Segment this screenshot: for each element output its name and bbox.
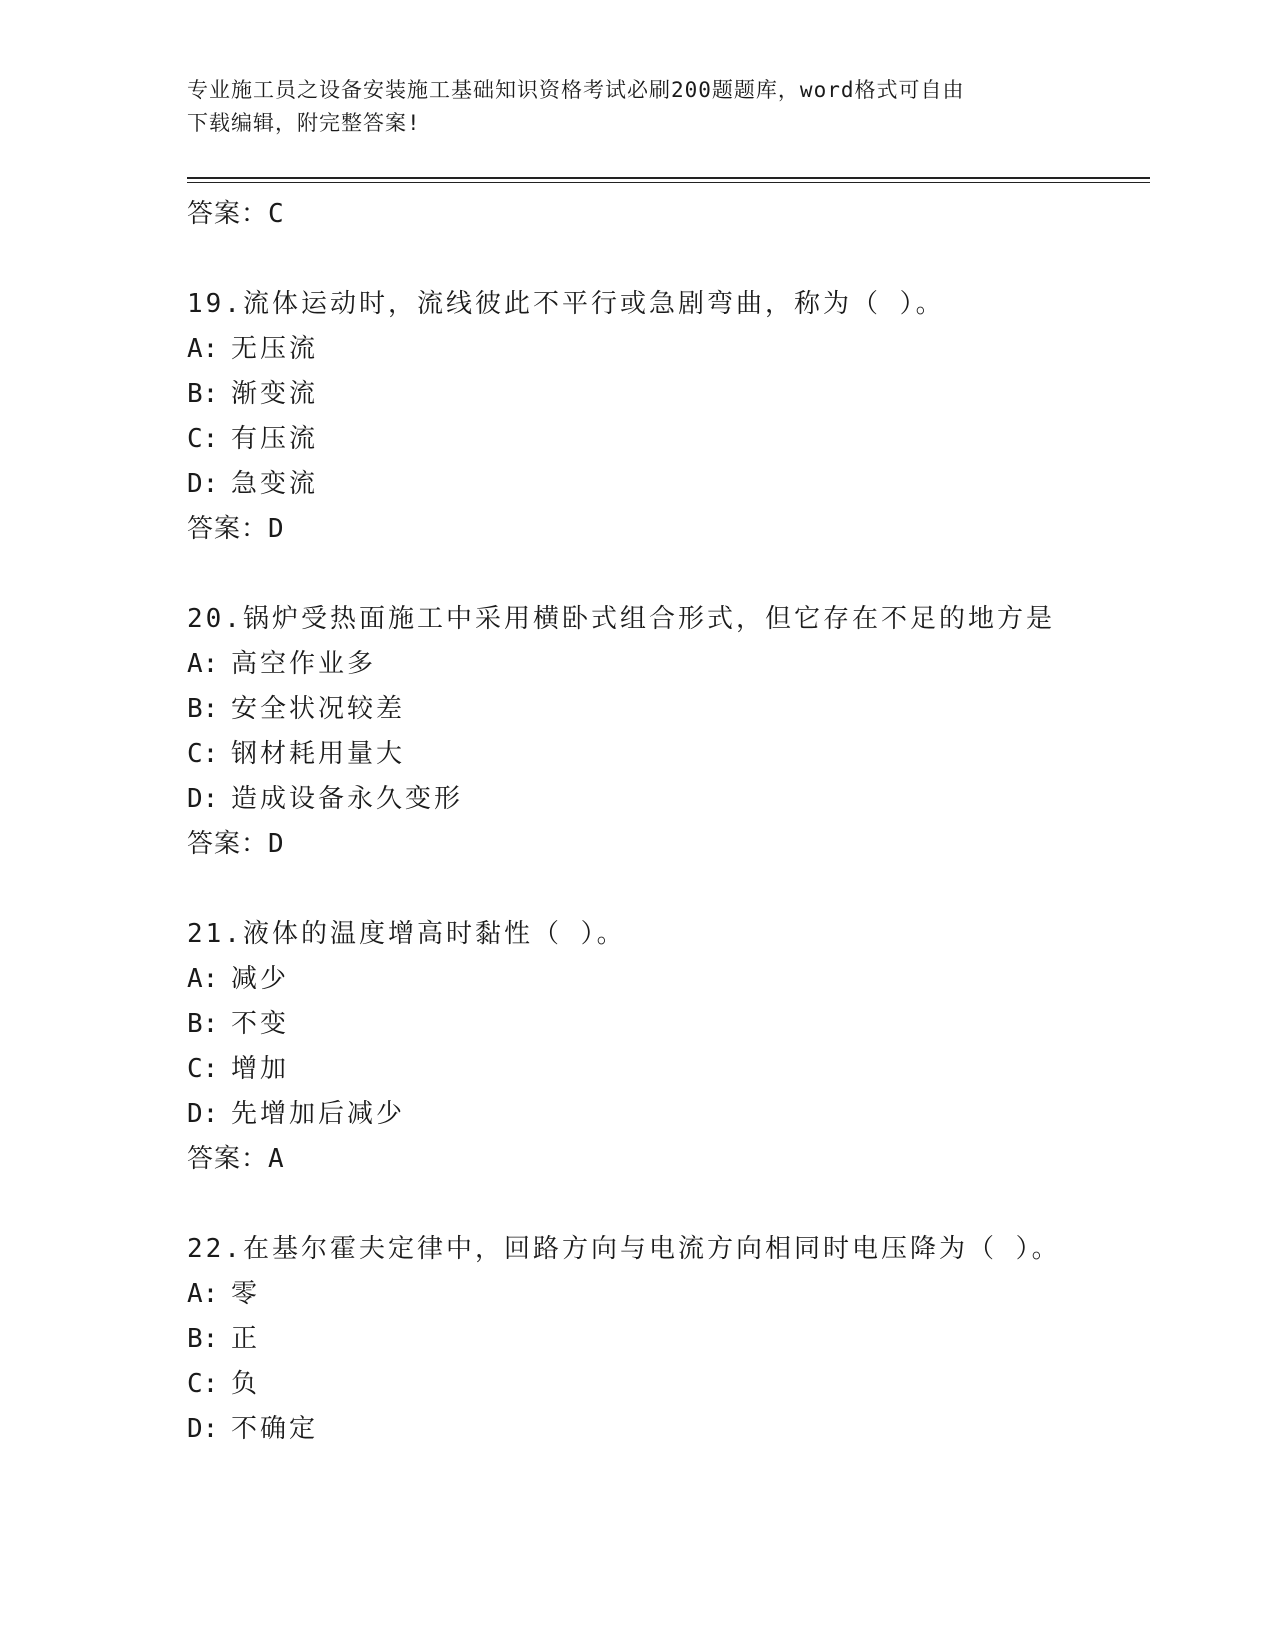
option-d xyxy=(187,777,1150,822)
option-text: 不变 xyxy=(231,1009,290,1039)
answer-line xyxy=(187,507,1150,552)
option-b xyxy=(187,1317,1150,1362)
option-key: A: xyxy=(187,1279,219,1309)
option-key: D: xyxy=(187,1414,219,1444)
answer-value: D xyxy=(268,514,285,544)
option-text: 钢材耗用量大 xyxy=(231,739,406,769)
option-b xyxy=(187,1002,1150,1047)
answer-line xyxy=(187,822,1150,867)
option-key: C: xyxy=(187,1369,219,1399)
question-block xyxy=(187,597,1150,867)
spacer xyxy=(187,867,1150,912)
answer-label: 答案： xyxy=(187,1144,269,1174)
option-text: 增加 xyxy=(231,1054,290,1084)
question-stem: 19.流体运动时，流线彼此不平行或急剧弯曲，称为（ ）。 xyxy=(187,289,945,319)
question-stem: 21.液体的温度增高时黏性（ ）。 xyxy=(187,919,626,949)
option-text: 负 xyxy=(231,1369,261,1399)
question-list xyxy=(187,192,1150,1452)
option-key: B: xyxy=(187,694,219,724)
option-text: 不确定 xyxy=(231,1414,319,1444)
option-c xyxy=(187,732,1150,777)
question-block xyxy=(187,912,1150,1182)
option-d xyxy=(187,1092,1150,1137)
option-a xyxy=(187,642,1150,687)
spacer xyxy=(187,1182,1150,1227)
question-stem: 22.在基尔霍夫定律中，回路方向与电流方向相同时电压降为（ ）。 xyxy=(187,1234,1061,1264)
option-key: C: xyxy=(187,739,219,769)
option-key: A: xyxy=(187,649,219,679)
answer-label: 答案： xyxy=(187,514,269,544)
option-key: B: xyxy=(187,1009,219,1039)
header-divider-bottom xyxy=(187,182,1150,183)
option-d xyxy=(187,1407,1150,1452)
option-c xyxy=(187,1362,1150,1407)
answer-value: D xyxy=(268,829,285,859)
answer-line xyxy=(187,1137,1150,1182)
option-text: 造成设备永久变形 xyxy=(231,784,464,814)
option-key: D: xyxy=(187,784,219,814)
answer-label: 答案： xyxy=(187,829,269,859)
header-title-line2: 下载编辑，附完整答案! xyxy=(187,111,421,135)
header-title-line1: 专业施工员之设备安装施工基础知识资格考试必刷200题题库，word格式可自由 xyxy=(187,78,965,102)
option-text: 安全状况较差 xyxy=(231,694,406,724)
option-a xyxy=(187,327,1150,372)
option-a xyxy=(187,957,1150,1002)
answer-line xyxy=(187,192,1150,237)
option-key: D: xyxy=(187,1099,219,1129)
option-text: 高空作业多 xyxy=(231,649,377,679)
answer-value: C xyxy=(268,199,285,229)
option-text: 减少 xyxy=(231,964,290,994)
option-a xyxy=(187,1272,1150,1317)
option-text: 急变流 xyxy=(231,469,319,499)
option-key: C: xyxy=(187,1054,219,1084)
header-divider-top xyxy=(187,177,1150,179)
option-text: 渐变流 xyxy=(231,379,319,409)
option-text: 有压流 xyxy=(231,424,319,454)
option-b xyxy=(187,372,1150,417)
spacer xyxy=(187,552,1150,597)
option-key: A: xyxy=(187,334,219,364)
option-key: B: xyxy=(187,1324,219,1354)
option-d xyxy=(187,462,1150,507)
question-block xyxy=(187,1227,1150,1452)
option-text: 无压流 xyxy=(231,334,319,364)
spacer xyxy=(187,237,1150,282)
option-b xyxy=(187,687,1150,732)
option-text: 先增加后减少 xyxy=(231,1099,406,1129)
option-text: 正 xyxy=(231,1324,261,1354)
question-block xyxy=(187,282,1150,552)
option-c xyxy=(187,417,1150,462)
option-key: A: xyxy=(187,964,219,994)
option-key: C: xyxy=(187,424,219,454)
answer-label: 答案： xyxy=(187,199,269,229)
option-key: B: xyxy=(187,379,219,409)
document-header xyxy=(187,74,1087,140)
answer-value: A xyxy=(268,1144,285,1174)
question-stem: 20.锅炉受热面施工中采用横卧式组合形式，但它存在不足的地方是 xyxy=(187,604,1055,634)
option-text: 零 xyxy=(231,1279,261,1309)
option-c xyxy=(187,1047,1150,1092)
option-key: D: xyxy=(187,469,219,499)
